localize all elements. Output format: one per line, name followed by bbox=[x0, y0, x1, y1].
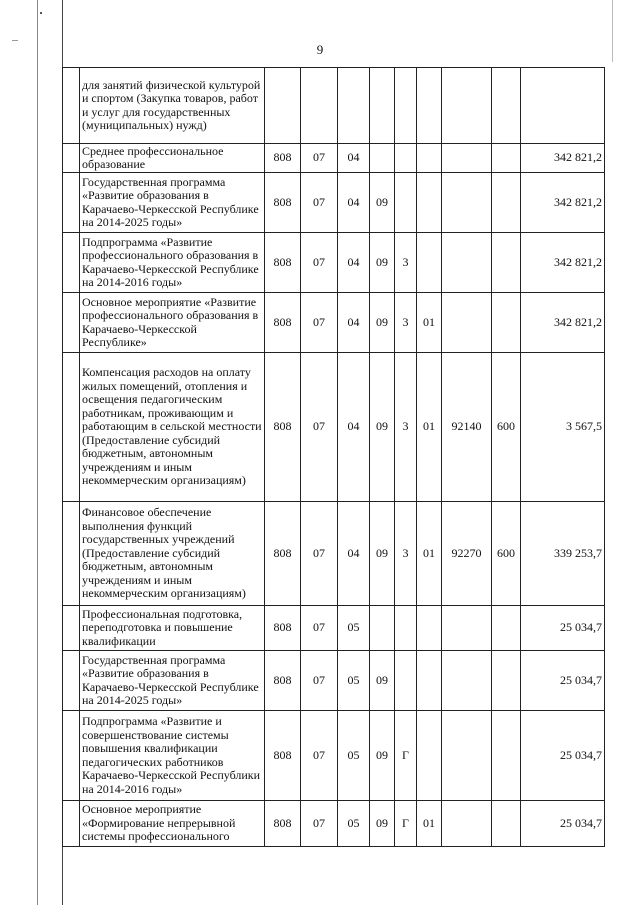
activity-code: 01 bbox=[417, 502, 442, 606]
expense-name: Среднее профессиональное образование bbox=[80, 144, 265, 173]
program-code: 09 bbox=[370, 173, 395, 233]
ministry-code: 808 bbox=[265, 293, 301, 353]
subprogram-code: Г bbox=[395, 801, 417, 847]
ministry-code: 808 bbox=[265, 801, 301, 847]
activity-code: 01 bbox=[417, 293, 442, 353]
direction-code bbox=[442, 651, 492, 711]
table-row bbox=[63, 233, 605, 293]
table-row bbox=[63, 502, 605, 606]
program-code: 09 bbox=[370, 801, 395, 847]
program-code: 09 bbox=[370, 502, 395, 606]
section-code: 07 bbox=[301, 233, 338, 293]
subprogram-code bbox=[395, 144, 417, 173]
amount: 25 034,7 bbox=[521, 606, 605, 651]
expense-name: Подпрограмма «Развитие профессионального образования в Карачаево-Черкесской Республике на 2014-2016 годы» bbox=[80, 233, 265, 293]
activity-code bbox=[417, 233, 442, 293]
activity-code bbox=[417, 173, 442, 233]
program-code: 09 bbox=[370, 353, 395, 502]
subsection-code: 05 bbox=[338, 711, 370, 801]
section-code bbox=[301, 68, 338, 144]
activity-code bbox=[417, 144, 442, 173]
table-cell bbox=[63, 353, 80, 502]
ministry-code: 808 bbox=[265, 173, 301, 233]
direction-code bbox=[442, 233, 492, 293]
subsection-code: 05 bbox=[338, 606, 370, 651]
table-row bbox=[63, 606, 605, 651]
expense-type-code bbox=[492, 293, 521, 353]
table-row bbox=[63, 711, 605, 801]
subsection-code: 04 bbox=[338, 353, 370, 502]
subsection-code: 04 bbox=[338, 293, 370, 353]
program-code bbox=[370, 606, 395, 651]
amount: 25 034,7 bbox=[521, 801, 605, 847]
table-cell bbox=[63, 173, 80, 233]
subsection-code: 05 bbox=[338, 801, 370, 847]
table-row bbox=[63, 651, 605, 711]
program-code: 09 bbox=[370, 711, 395, 801]
activity-code bbox=[417, 606, 442, 651]
ministry-code: 808 bbox=[265, 144, 301, 173]
section-code: 07 bbox=[301, 502, 338, 606]
ministry-code: 808 bbox=[265, 606, 301, 651]
expense-type-code bbox=[492, 711, 521, 801]
table-cell bbox=[63, 293, 80, 353]
table-cell bbox=[63, 711, 80, 801]
section-code: 07 bbox=[301, 651, 338, 711]
expense-name: Финансовое обеспечение выполнения функций государственных учреждений (Предоставление субсидий бюджетным, автономным учреждениям и иным некоммерческим организациям) bbox=[80, 502, 265, 606]
direction-code bbox=[442, 293, 492, 353]
section-code: 07 bbox=[301, 606, 338, 651]
table-row bbox=[63, 68, 605, 144]
subprogram-code: 3 bbox=[395, 233, 417, 293]
expense-type-code bbox=[492, 651, 521, 711]
amount: 25 034,7 bbox=[521, 651, 605, 711]
table-row bbox=[63, 293, 605, 353]
page-number: 9 bbox=[316, 42, 324, 57]
amount: 342 821,2 bbox=[521, 293, 605, 353]
subsection-code: 04 bbox=[338, 173, 370, 233]
expense-name: для занятий физической культурой и спортом (Закупка товаров, работ и услуг для государственных (муниципальных) нужд) bbox=[80, 68, 265, 144]
ministry-code: 808 bbox=[265, 353, 301, 502]
direction-code bbox=[442, 606, 492, 651]
section-code: 07 bbox=[301, 801, 338, 847]
section-code: 07 bbox=[301, 293, 338, 353]
activity-code bbox=[417, 68, 442, 144]
expense-type-code bbox=[492, 606, 521, 651]
expense-name: Основное мероприятие «Формирование непрерывной системы профессионального bbox=[80, 801, 265, 847]
program-code bbox=[370, 144, 395, 173]
subsection-code: 05 bbox=[338, 651, 370, 711]
ministry-code: 808 bbox=[265, 651, 301, 711]
table-row bbox=[63, 173, 605, 233]
table-cell bbox=[63, 233, 80, 293]
activity-code bbox=[417, 711, 442, 801]
scan-margin-line bbox=[37, 0, 38, 905]
subprogram-code bbox=[395, 68, 417, 144]
direction-code bbox=[442, 144, 492, 173]
section-code: 07 bbox=[301, 353, 338, 502]
expense-name: Профессиональная подготовка, переподготовка и повышение квалификации bbox=[80, 606, 265, 651]
expense-type-code bbox=[492, 801, 521, 847]
expense-type-code: 600 bbox=[492, 502, 521, 606]
subprogram-code: 3 bbox=[395, 502, 417, 606]
section-code: 07 bbox=[301, 173, 338, 233]
activity-code: 01 bbox=[417, 353, 442, 502]
program-code: 09 bbox=[370, 293, 395, 353]
ministry-code bbox=[265, 68, 301, 144]
subprogram-code: 3 bbox=[395, 293, 417, 353]
table-row bbox=[63, 801, 605, 847]
table-cell bbox=[63, 801, 80, 847]
section-code: 07 bbox=[301, 144, 338, 173]
table-cell bbox=[63, 68, 80, 144]
amount: 342 821,2 bbox=[521, 173, 605, 233]
table-cell bbox=[63, 606, 80, 651]
expense-name: Подпрограмма «Развитие и совершенствование системы повышения квалификации педагогических работников Карачаево-Черкесской Республики на 2014-2016 годы» bbox=[80, 711, 265, 801]
direction-code: 92140 bbox=[442, 353, 492, 502]
expense-name: Компенсация расходов на оплату жилых помещений, отопления и освещения педагогическим работникам, проживающим и работающим в сельской местности (Предоставление субсидий бюджетным, автономным учреждениям и иным некоммерческим организациям) bbox=[80, 353, 265, 502]
expense-type-code: 600 bbox=[492, 353, 521, 502]
program-code: 09 bbox=[370, 651, 395, 711]
expense-type-code bbox=[492, 233, 521, 293]
table-row bbox=[63, 353, 605, 502]
subsection-code: 04 bbox=[338, 233, 370, 293]
subprogram-code: 3 bbox=[395, 353, 417, 502]
program-code bbox=[370, 68, 395, 144]
expense-type-code bbox=[492, 68, 521, 144]
direction-code bbox=[442, 173, 492, 233]
subprogram-code: Г bbox=[395, 711, 417, 801]
subprogram-code bbox=[395, 651, 417, 711]
amount: 342 821,2 bbox=[521, 144, 605, 173]
direction-code bbox=[442, 68, 492, 144]
scan-artifact bbox=[12, 40, 18, 41]
amount: 339 253,7 bbox=[521, 502, 605, 606]
ministry-code: 808 bbox=[265, 233, 301, 293]
expense-type-code bbox=[492, 144, 521, 173]
activity-code: 01 bbox=[417, 801, 442, 847]
table-cell bbox=[63, 144, 80, 173]
activity-code bbox=[417, 651, 442, 711]
scan-artifact bbox=[40, 12, 42, 14]
table-cell bbox=[63, 502, 80, 606]
subsection-code bbox=[338, 68, 370, 144]
amount: 342 821,2 bbox=[521, 233, 605, 293]
expense-name: Государственная программа «Развитие образования в Карачаево-Черкесской Республике на 2014-2025 годы» bbox=[80, 651, 265, 711]
ministry-code: 808 bbox=[265, 502, 301, 606]
program-code: 09 bbox=[370, 233, 395, 293]
section-code: 07 bbox=[301, 711, 338, 801]
subprogram-code bbox=[395, 173, 417, 233]
expense-type-code bbox=[492, 173, 521, 233]
table-row bbox=[63, 144, 605, 173]
direction-code bbox=[442, 711, 492, 801]
subprogram-code bbox=[395, 606, 417, 651]
ministry-code: 808 bbox=[265, 711, 301, 801]
expense-name: Основное мероприятие «Развитие профессионального образования в Карачаево-Черкесской Республике» bbox=[80, 293, 265, 353]
subsection-code: 04 bbox=[338, 144, 370, 173]
amount bbox=[521, 68, 605, 144]
amount: 3 567,5 bbox=[521, 353, 605, 502]
amount: 25 034,7 bbox=[521, 711, 605, 801]
expense-name: Государственная программа «Развитие образования в Карачаево-Черкесской Республике на 2014-2025 годы» bbox=[80, 173, 265, 233]
table-cell bbox=[63, 651, 80, 711]
subsection-code: 04 bbox=[338, 502, 370, 606]
direction-code: 92270 bbox=[442, 502, 492, 606]
budget-table bbox=[62, 67, 605, 847]
direction-code bbox=[442, 801, 492, 847]
